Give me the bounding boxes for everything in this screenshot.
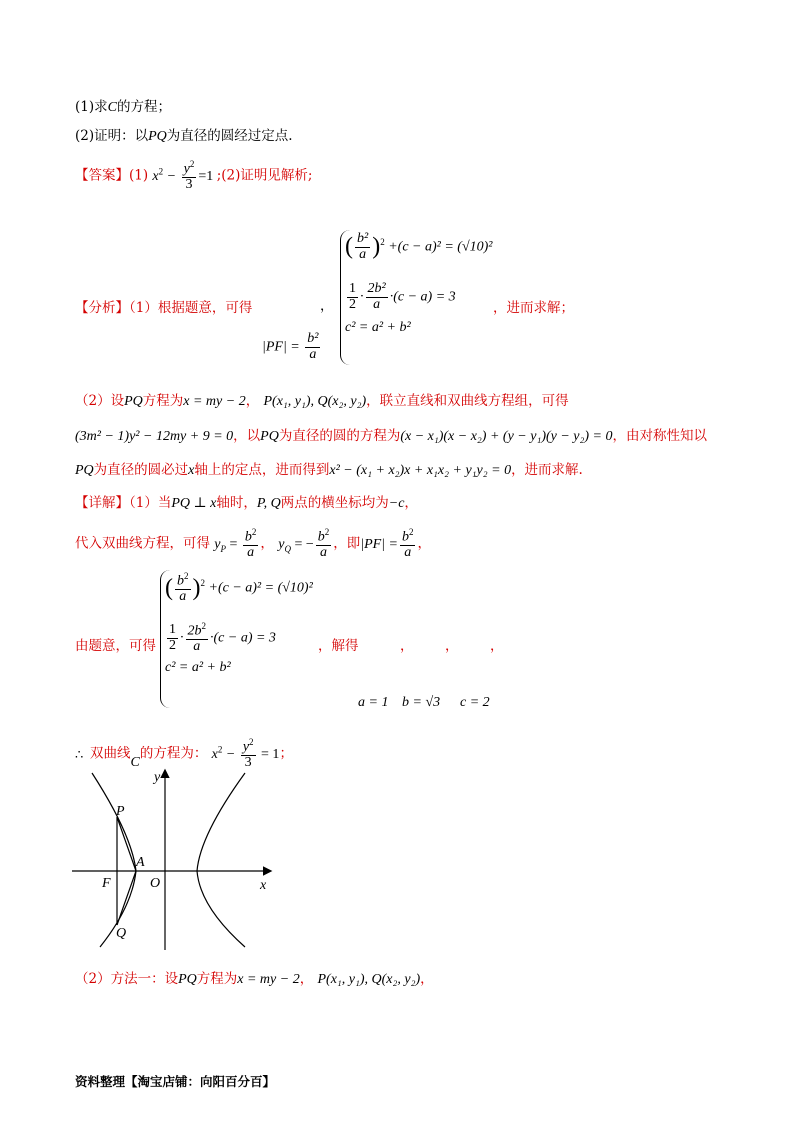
analysis-text2c: ， xyxy=(245,393,260,409)
hyperbola-figure xyxy=(70,765,280,955)
sys1-rest: +(c − a)² = (√10)² xyxy=(388,239,493,255)
eq-rhs: =1 xyxy=(198,168,214,184)
question-2-text: (2)证明：以 xyxy=(75,128,149,144)
detail-sys-eq3: c² = a² + b² xyxy=(165,660,231,675)
method-text1: （2）方法一：设 xyxy=(75,971,179,987)
eq-den: 3 xyxy=(185,177,193,193)
answer-part2: ;(2)证明见解析; xyxy=(216,167,313,184)
detail-sys1-rest: +(c − a)² = (√10)² xyxy=(208,580,313,596)
detail-ji: ，即 xyxy=(333,535,361,552)
analysis-text2: （2）设 xyxy=(75,393,125,409)
detail-perp: PQ ⊥ x xyxy=(171,496,217,511)
detail-text1: （1）当 xyxy=(129,495,172,511)
analysis-line-eq: x = my − 2 xyxy=(183,394,246,409)
right-branch xyxy=(197,773,245,947)
yp: y xyxy=(214,536,221,552)
detail-line-2 xyxy=(75,528,431,561)
analysis-line-3 xyxy=(75,424,707,445)
label-a: A xyxy=(136,855,145,870)
eq-y: y xyxy=(183,161,190,177)
half-den: 2 xyxy=(349,296,356,312)
segment-pa xyxy=(117,817,136,871)
detail-neg-c: −c xyxy=(388,496,405,511)
analysis-sys-eq1: ( $\frac{\text{b²}}{a}$ )$^2$ +(c − a)² = (√10)² xyxy=(345,231,493,262)
detail-pf-lhs: |PF| = xyxy=(360,536,398,552)
detail-pq: P, Q xyxy=(256,496,281,511)
answer-fraction: $\frac{y^2}{3}$ xyxy=(183,159,195,193)
detail-text1d: ， xyxy=(404,495,418,511)
answer-line xyxy=(75,160,312,193)
footer-text: 资料整理【淘宝店铺：向阳百分百】 xyxy=(75,1074,276,1089)
detail-comma-3: ， xyxy=(490,638,504,654)
detail-text4-end: ； xyxy=(279,745,293,762)
detail-text4b: 的方程为： xyxy=(139,745,208,762)
question-1-tail: 的方程； xyxy=(116,99,171,115)
label-p: P xyxy=(116,804,125,819)
method-text4: ， xyxy=(420,971,434,987)
detail-final-eq: $x^2$ − $\frac{y^2}{3}$ = 1 xyxy=(211,737,280,771)
sys2-rest: ·(c − a) = 3 xyxy=(389,289,456,305)
analysis-text4-x: x xyxy=(188,463,195,478)
left-branch xyxy=(92,773,136,947)
analysis-quad-eq: (3m² − 1)y² − 12my + 9 = 0 xyxy=(75,429,234,444)
analysis-circle-eq: (x − x₁)(x − x₂) + (y − y₁)(y − y₂) = 0 xyxy=(400,429,613,444)
detail-c-val: c = 2 xyxy=(460,695,490,710)
analysis-fixed-eq: x² − (x₁ + x₂)x + x₁x₂ + y₁y₂ = 0 xyxy=(329,463,512,478)
analysis-text4c: ，进而求解. xyxy=(511,462,583,478)
analysis-text4-pq: PQ xyxy=(75,463,94,478)
detail-yq-eq: $y_Q$ = − $\frac{b^2}{a}$ xyxy=(278,527,330,561)
analysis-text1-tail: ，进而求解； xyxy=(493,300,574,316)
question-2-tail: 为直径的圆经过定点. xyxy=(166,128,293,144)
detail-text1c: 两点的横坐标均为 xyxy=(280,495,389,511)
analysis-text3c: ，由对称性知以 xyxy=(612,428,707,444)
analysis-text2b: 方程为 xyxy=(142,393,184,409)
detail-pf: |PF| = $\frac{b^2}{a}$ xyxy=(360,527,414,561)
analysis-text4a: 为直径的圆必过 xyxy=(93,462,189,478)
detail-b-val: b = √3 xyxy=(402,695,441,710)
question-1-text: (1)求 xyxy=(75,99,108,115)
method-points: P(x₁, y₁), Q(x₂, y₂) xyxy=(317,972,421,987)
detail-end-comma: ， xyxy=(417,535,431,552)
label-x: x xyxy=(260,878,267,893)
detail-text4-c: C xyxy=(130,754,140,770)
detail-sys-eq2: $\frac{1}{2}$ · $\frac{2b^2}{a}$ ·(c − a) = 3 xyxy=(169,621,276,655)
question-2 xyxy=(75,124,293,145)
method-pq: PQ xyxy=(178,972,197,987)
detail-sys-eq1: ( $\frac{b^2}{a}$ )$^2$ +(c − a)² = (√10)² xyxy=(165,571,313,605)
detail-a-val: a = 1 xyxy=(358,695,389,710)
analysis-text1: （1）根据题意，可得 xyxy=(129,300,253,316)
label-q: Q xyxy=(116,926,127,941)
analysis-sys-eq3: c² = a² + b² xyxy=(345,320,411,335)
segment-qa xyxy=(117,871,136,925)
detail-solve: ，解得 xyxy=(318,638,359,654)
analysis-tag: 【分析】 xyxy=(75,300,129,316)
analysis-line-4 xyxy=(75,458,583,479)
method-line xyxy=(75,967,434,988)
detail-yp-eq: $y_P$ = $\frac{b^2}{a}$ xyxy=(214,527,257,561)
therefore-symbol: ∴ xyxy=(75,748,84,763)
analysis-sys-eq2: $\frac{1}{2}$ · $\frac{\text{2b²}}{a}$ ·(c − a) = 3 xyxy=(349,281,456,312)
twob-den: a xyxy=(373,296,381,312)
detail-text4: 双曲线 xyxy=(90,745,131,762)
yq-eq: = − xyxy=(294,536,314,552)
analysis-comma: ， xyxy=(320,298,334,314)
question-2-var: PQ xyxy=(148,129,167,144)
sys1-sq: 2 xyxy=(380,236,385,247)
analysis-points: P(x₁, y₁), Q(x₂, y₂) xyxy=(263,394,367,409)
pf-den: a xyxy=(309,346,317,362)
detail-tag: 【详解】 xyxy=(75,495,129,511)
label-o: O xyxy=(150,876,161,891)
method-text2: 方程为 xyxy=(196,971,238,987)
detail-text2: 代入双曲线方程，可得 xyxy=(75,535,210,552)
question-1 xyxy=(75,95,171,116)
detail-comma-2: ， xyxy=(445,638,459,654)
method-text3: ， xyxy=(299,971,314,987)
analysis-pf xyxy=(262,332,322,362)
detail-line-1 xyxy=(75,491,418,512)
yq-sub: Q xyxy=(284,543,291,554)
detail-text1b: 轴时， xyxy=(216,495,257,511)
yp-sub: P xyxy=(220,543,227,554)
half-num: 1 xyxy=(349,281,356,296)
detail-comma-1: ， xyxy=(400,638,414,654)
label-y: y xyxy=(154,770,161,785)
pf-lhs: |PF| = xyxy=(262,339,300,355)
analysis-line-1 xyxy=(75,296,252,316)
analysis-text3-pq: PQ xyxy=(260,429,279,444)
analysis-pq: PQ xyxy=(124,394,143,409)
sys1-num: b² xyxy=(357,231,369,246)
detail-sys2-rest: ·(c − a) = 3 xyxy=(210,630,276,646)
yq: y xyxy=(278,536,285,552)
label-f: F xyxy=(102,876,111,891)
analysis-text3a: ，以 xyxy=(233,428,261,444)
sys1-den: a xyxy=(359,246,367,262)
pf-num: b² xyxy=(307,331,319,346)
answer-tag: 【答案】 xyxy=(75,167,129,184)
question-1-var: C xyxy=(107,100,117,115)
answer-part1: (1) xyxy=(129,167,149,184)
eq-x: x xyxy=(152,168,159,184)
answer-equation: $x^2$ − $\frac{y^2}{3}$ =1 xyxy=(152,159,214,193)
yp-eq: = xyxy=(229,536,238,552)
analysis-text4b: 轴上的定点，进而得到 xyxy=(194,462,330,478)
analysis-text2d: ，联立直线和双曲线方程组，可得 xyxy=(366,393,569,409)
detail-comma: ， xyxy=(260,535,274,552)
analysis-line-2 xyxy=(75,389,569,410)
analysis-text3b: 为直径的圆的方程为 xyxy=(278,428,401,444)
detail-text3: 由题意，可得 xyxy=(75,638,156,654)
method-line-eq: x = my − 2 xyxy=(237,972,300,987)
twob-num: 2b² xyxy=(367,281,386,296)
